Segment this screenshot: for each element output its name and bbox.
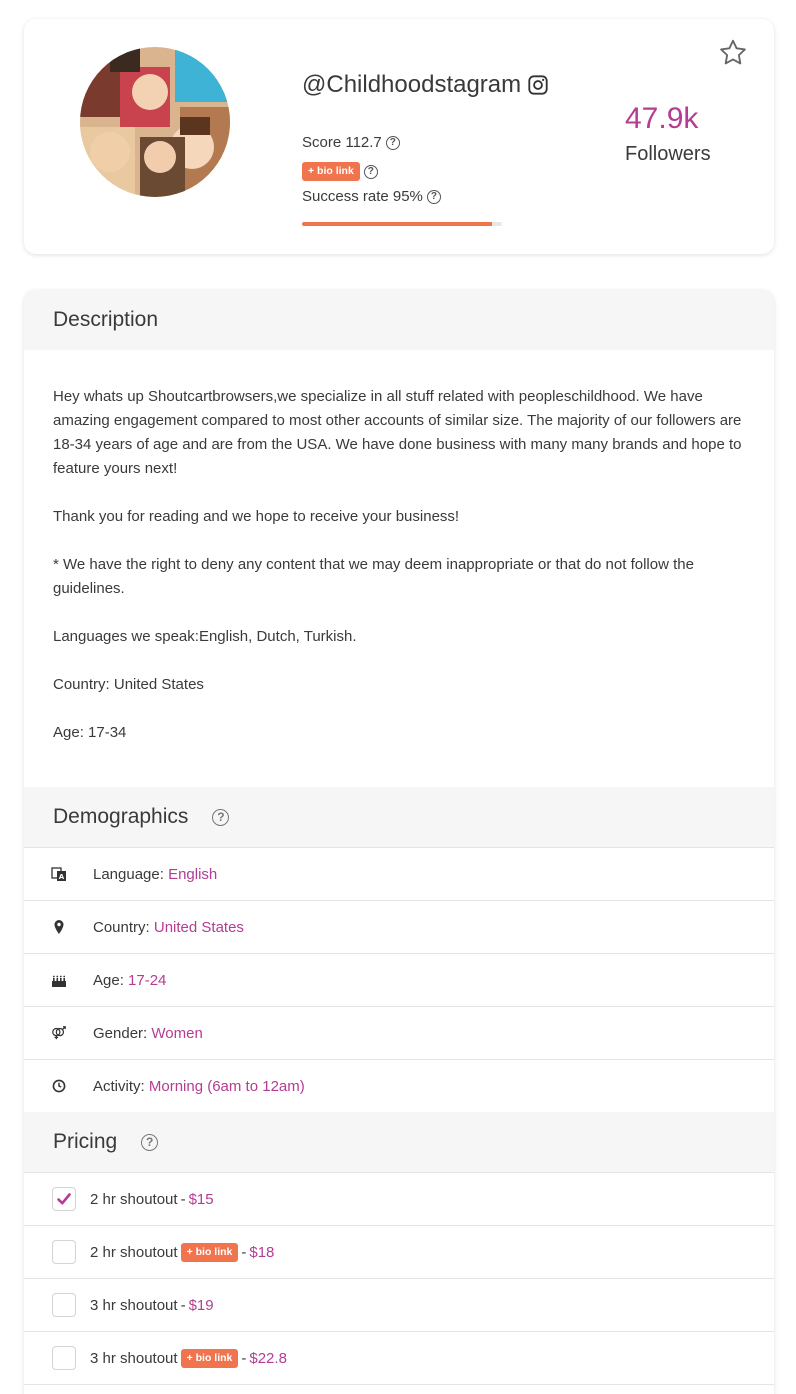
language-text: Language: English — [93, 865, 218, 883]
success-rate-help-icon[interactable]: ? — [427, 190, 441, 204]
pricing-price: $18 — [249, 1243, 275, 1261]
pricing-row[interactable] — [24, 1278, 774, 1331]
pricing-price: $15 — [188, 1190, 214, 1208]
instagram-icon[interactable] — [527, 74, 549, 96]
pricing-text: 3 hr shoutout + bio link - $22.8 — [90, 1349, 287, 1367]
pricing-checkbox[interactable] — [52, 1293, 76, 1317]
gender-icon — [51, 1025, 67, 1041]
demographic-row-age — [24, 953, 774, 1006]
followers-count: 47.9k — [625, 102, 699, 135]
success-rate-bar — [302, 222, 502, 226]
pricing-price: $19 — [188, 1296, 214, 1314]
pricing-row-divider — [24, 1384, 774, 1394]
pricing-row[interactable] — [24, 1331, 774, 1384]
success-rate-bar-fill — [302, 222, 492, 226]
success-rate-text: Success rate 95% — [302, 188, 423, 205]
description-paragraph: Languages we speak:English, Dutch, Turkish. — [53, 628, 357, 645]
bio-link-badge: + bio link — [302, 162, 360, 181]
favorite-star-icon[interactable] — [717, 37, 749, 69]
demographics-header — [24, 787, 774, 847]
demographic-row-country — [24, 900, 774, 953]
profile-handle[interactable] — [302, 71, 549, 99]
pricing-row[interactable] — [24, 1225, 774, 1278]
description-body — [53, 385, 753, 769]
pricing-help-icon[interactable]: ? — [141, 1134, 158, 1151]
pricing-title: Pricing — [53, 1130, 118, 1153]
followers-label: Followers — [625, 143, 711, 165]
pricing-row[interactable] — [24, 1172, 774, 1225]
demographic-row-activity — [24, 1059, 774, 1112]
details-card — [24, 290, 774, 1394]
pricing-checkbox[interactable] — [52, 1240, 76, 1264]
description-paragraph: Country: United States — [53, 676, 204, 693]
bio-link-badge: + bio link — [181, 1243, 239, 1262]
age-value: 17-24 — [128, 971, 167, 989]
pricing-checkbox[interactable] — [52, 1187, 76, 1211]
country-text: Country: United States — [93, 918, 244, 936]
pricing-checkbox[interactable] — [52, 1346, 76, 1370]
pricing-text: 2 hr shoutout - $15 — [90, 1190, 214, 1208]
success-rate-line — [302, 188, 441, 205]
score-text: Score 112.7 — [302, 134, 382, 151]
bio-link-badge: + bio link — [181, 1349, 239, 1368]
profile-card — [24, 19, 774, 254]
map-pin-icon — [51, 919, 67, 935]
age-text: Age: 17-24 — [93, 971, 167, 989]
clock-icon — [51, 1078, 67, 1094]
pricing-header — [24, 1112, 774, 1172]
country-value: United States — [153, 918, 244, 936]
description-paragraph: Age: 17-34 — [53, 724, 127, 741]
demographics-help-icon[interactable]: ? — [212, 809, 229, 826]
description-paragraph: Thank you for reading and we hope to receive your business! — [53, 508, 460, 525]
svg-text:A: A — [58, 873, 65, 881]
gender-text: Gender: Women — [93, 1024, 203, 1042]
language-icon — [51, 866, 67, 882]
checkmark-icon — [56, 1191, 72, 1207]
gender-value: Women — [151, 1024, 203, 1042]
bio-link-line — [302, 162, 378, 181]
description-paragraph: * We have the right to deny any content that we may deem inappropriate or that do not follow the guidelines. — [53, 556, 694, 597]
activity-text: Activity: Morning (6am to 12am) — [93, 1077, 305, 1095]
demographic-row-gender — [24, 1006, 774, 1059]
score-help-icon[interactable]: ? — [386, 136, 400, 150]
description-header — [24, 290, 774, 350]
description-paragraph: Hey whats up Shoutcartbrowsers,we specialize in all stuff related with peopleschildhood. We have amazing engagement compared to most other accounts of similar size. The majority of our followers are 18-34 years of age and are from the USA. We have done business with many many brands and hope to feature yours next! — [53, 388, 742, 477]
pricing-text: 2 hr shoutout + bio link - $18 — [90, 1243, 275, 1261]
demographics-title: Demographics — [53, 805, 189, 828]
activity-value: Morning (6am to 12am) — [148, 1077, 305, 1095]
description-title: Description — [53, 308, 159, 331]
demographic-row-language — [24, 847, 774, 900]
language-value: English — [168, 865, 218, 883]
pricing-text: 3 hr shoutout - $19 — [90, 1296, 214, 1314]
birthday-cake-icon — [51, 972, 67, 988]
handle-text: @Childhoodstagram — [302, 71, 522, 98]
bio-link-help-icon[interactable]: ? — [364, 165, 378, 179]
score-line — [302, 134, 400, 151]
pricing-price: $22.8 — [249, 1349, 287, 1367]
profile-avatar[interactable] — [80, 47, 230, 197]
